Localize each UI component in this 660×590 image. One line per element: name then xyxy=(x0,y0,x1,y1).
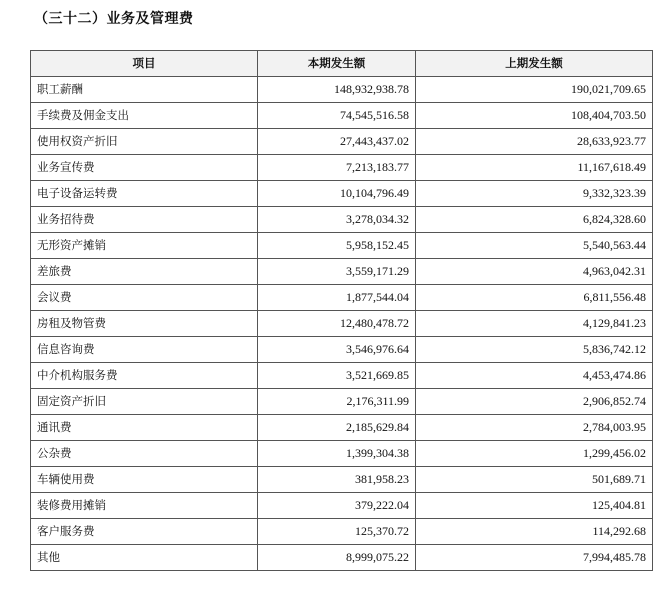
table-row xyxy=(31,389,653,415)
column-header-item: 项目 xyxy=(31,51,258,77)
row-item-name: 公杂费 xyxy=(31,441,258,467)
table-row xyxy=(31,467,653,493)
row-current-amount: 8,999,075.22 xyxy=(258,545,416,571)
row-current-amount: 12,480,478.72 xyxy=(258,311,416,337)
row-current-amount: 3,559,171.29 xyxy=(258,259,416,285)
row-prior-amount: 2,906,852.74 xyxy=(416,389,653,415)
row-prior-amount: 501,689.71 xyxy=(416,467,653,493)
row-current-amount: 3,521,669.85 xyxy=(258,363,416,389)
row-prior-amount: 2,784,003.95 xyxy=(416,415,653,441)
table-row xyxy=(31,207,653,233)
row-item-name: 职工薪酬 xyxy=(31,77,258,103)
row-current-amount: 10,104,796.49 xyxy=(258,181,416,207)
row-current-amount: 1,877,544.04 xyxy=(258,285,416,311)
row-current-amount: 5,958,152.45 xyxy=(258,233,416,259)
table-row xyxy=(31,259,653,285)
row-prior-amount: 190,021,709.65 xyxy=(416,77,653,103)
section-title: （三十二）业务及管理费 xyxy=(34,11,194,27)
row-prior-amount: 1,299,456.02 xyxy=(416,441,653,467)
table-row xyxy=(31,441,653,467)
row-current-amount: 3,278,034.32 xyxy=(258,207,416,233)
row-item-name: 信息咨询费 xyxy=(31,337,258,363)
row-current-amount: 74,545,516.58 xyxy=(258,103,416,129)
row-prior-amount: 4,129,841.23 xyxy=(416,311,653,337)
row-item-name: 装修费用摊销 xyxy=(31,493,258,519)
row-prior-amount: 9,332,323.39 xyxy=(416,181,653,207)
row-current-amount: 3,546,976.64 xyxy=(258,337,416,363)
row-item-name: 手续费及佣金支出 xyxy=(31,103,258,129)
row-item-name: 车辆使用费 xyxy=(31,467,258,493)
table-row xyxy=(31,103,653,129)
row-current-amount: 125,370.72 xyxy=(258,519,416,545)
row-item-name: 通讯费 xyxy=(31,415,258,441)
row-item-name: 差旅费 xyxy=(31,259,258,285)
row-item-name: 固定资产折旧 xyxy=(31,389,258,415)
table-row xyxy=(31,415,653,441)
row-current-amount: 2,176,311.99 xyxy=(258,389,416,415)
table-row xyxy=(31,337,653,363)
row-current-amount: 7,213,183.77 xyxy=(258,155,416,181)
table-row xyxy=(31,77,653,103)
table-body xyxy=(31,77,653,571)
row-prior-amount: 6,811,556.48 xyxy=(416,285,653,311)
row-prior-amount: 7,994,485.78 xyxy=(416,545,653,571)
row-prior-amount: 5,836,742.12 xyxy=(416,337,653,363)
row-item-name: 使用权资产折旧 xyxy=(31,129,258,155)
column-header-prior: 上期发生额 xyxy=(416,51,653,77)
table-row xyxy=(31,155,653,181)
row-current-amount: 2,185,629.84 xyxy=(258,415,416,441)
row-prior-amount: 4,453,474.86 xyxy=(416,363,653,389)
row-prior-amount: 108,404,703.50 xyxy=(416,103,653,129)
row-prior-amount: 125,404.81 xyxy=(416,493,653,519)
table-row xyxy=(31,493,653,519)
table-row xyxy=(31,545,653,571)
row-item-name: 业务宣传费 xyxy=(31,155,258,181)
row-current-amount: 381,958.23 xyxy=(258,467,416,493)
row-current-amount: 1,399,304.38 xyxy=(258,441,416,467)
row-prior-amount: 28,633,923.77 xyxy=(416,129,653,155)
expense-table xyxy=(30,50,653,571)
row-prior-amount: 114,292.68 xyxy=(416,519,653,545)
table-row xyxy=(31,181,653,207)
table-row xyxy=(31,363,653,389)
row-item-name: 中介机构服务费 xyxy=(31,363,258,389)
row-prior-amount: 6,824,328.60 xyxy=(416,207,653,233)
table-row xyxy=(31,285,653,311)
row-current-amount: 27,443,437.02 xyxy=(258,129,416,155)
row-current-amount: 379,222.04 xyxy=(258,493,416,519)
table-row xyxy=(31,129,653,155)
table-row xyxy=(31,519,653,545)
column-header-current: 本期发生额 xyxy=(258,51,416,77)
table-row xyxy=(31,233,653,259)
row-item-name: 电子设备运转费 xyxy=(31,181,258,207)
row-prior-amount: 11,167,618.49 xyxy=(416,155,653,181)
table-header-row xyxy=(31,51,653,77)
row-item-name: 会议费 xyxy=(31,285,258,311)
row-item-name: 业务招待费 xyxy=(31,207,258,233)
row-item-name: 客户服务费 xyxy=(31,519,258,545)
row-prior-amount: 4,963,042.31 xyxy=(416,259,653,285)
row-current-amount: 148,932,938.78 xyxy=(258,77,416,103)
row-prior-amount: 5,540,563.44 xyxy=(416,233,653,259)
table-row xyxy=(31,311,653,337)
row-item-name: 其他 xyxy=(31,545,258,571)
row-item-name: 无形资产摊销 xyxy=(31,233,258,259)
row-item-name: 房租及物管费 xyxy=(31,311,258,337)
